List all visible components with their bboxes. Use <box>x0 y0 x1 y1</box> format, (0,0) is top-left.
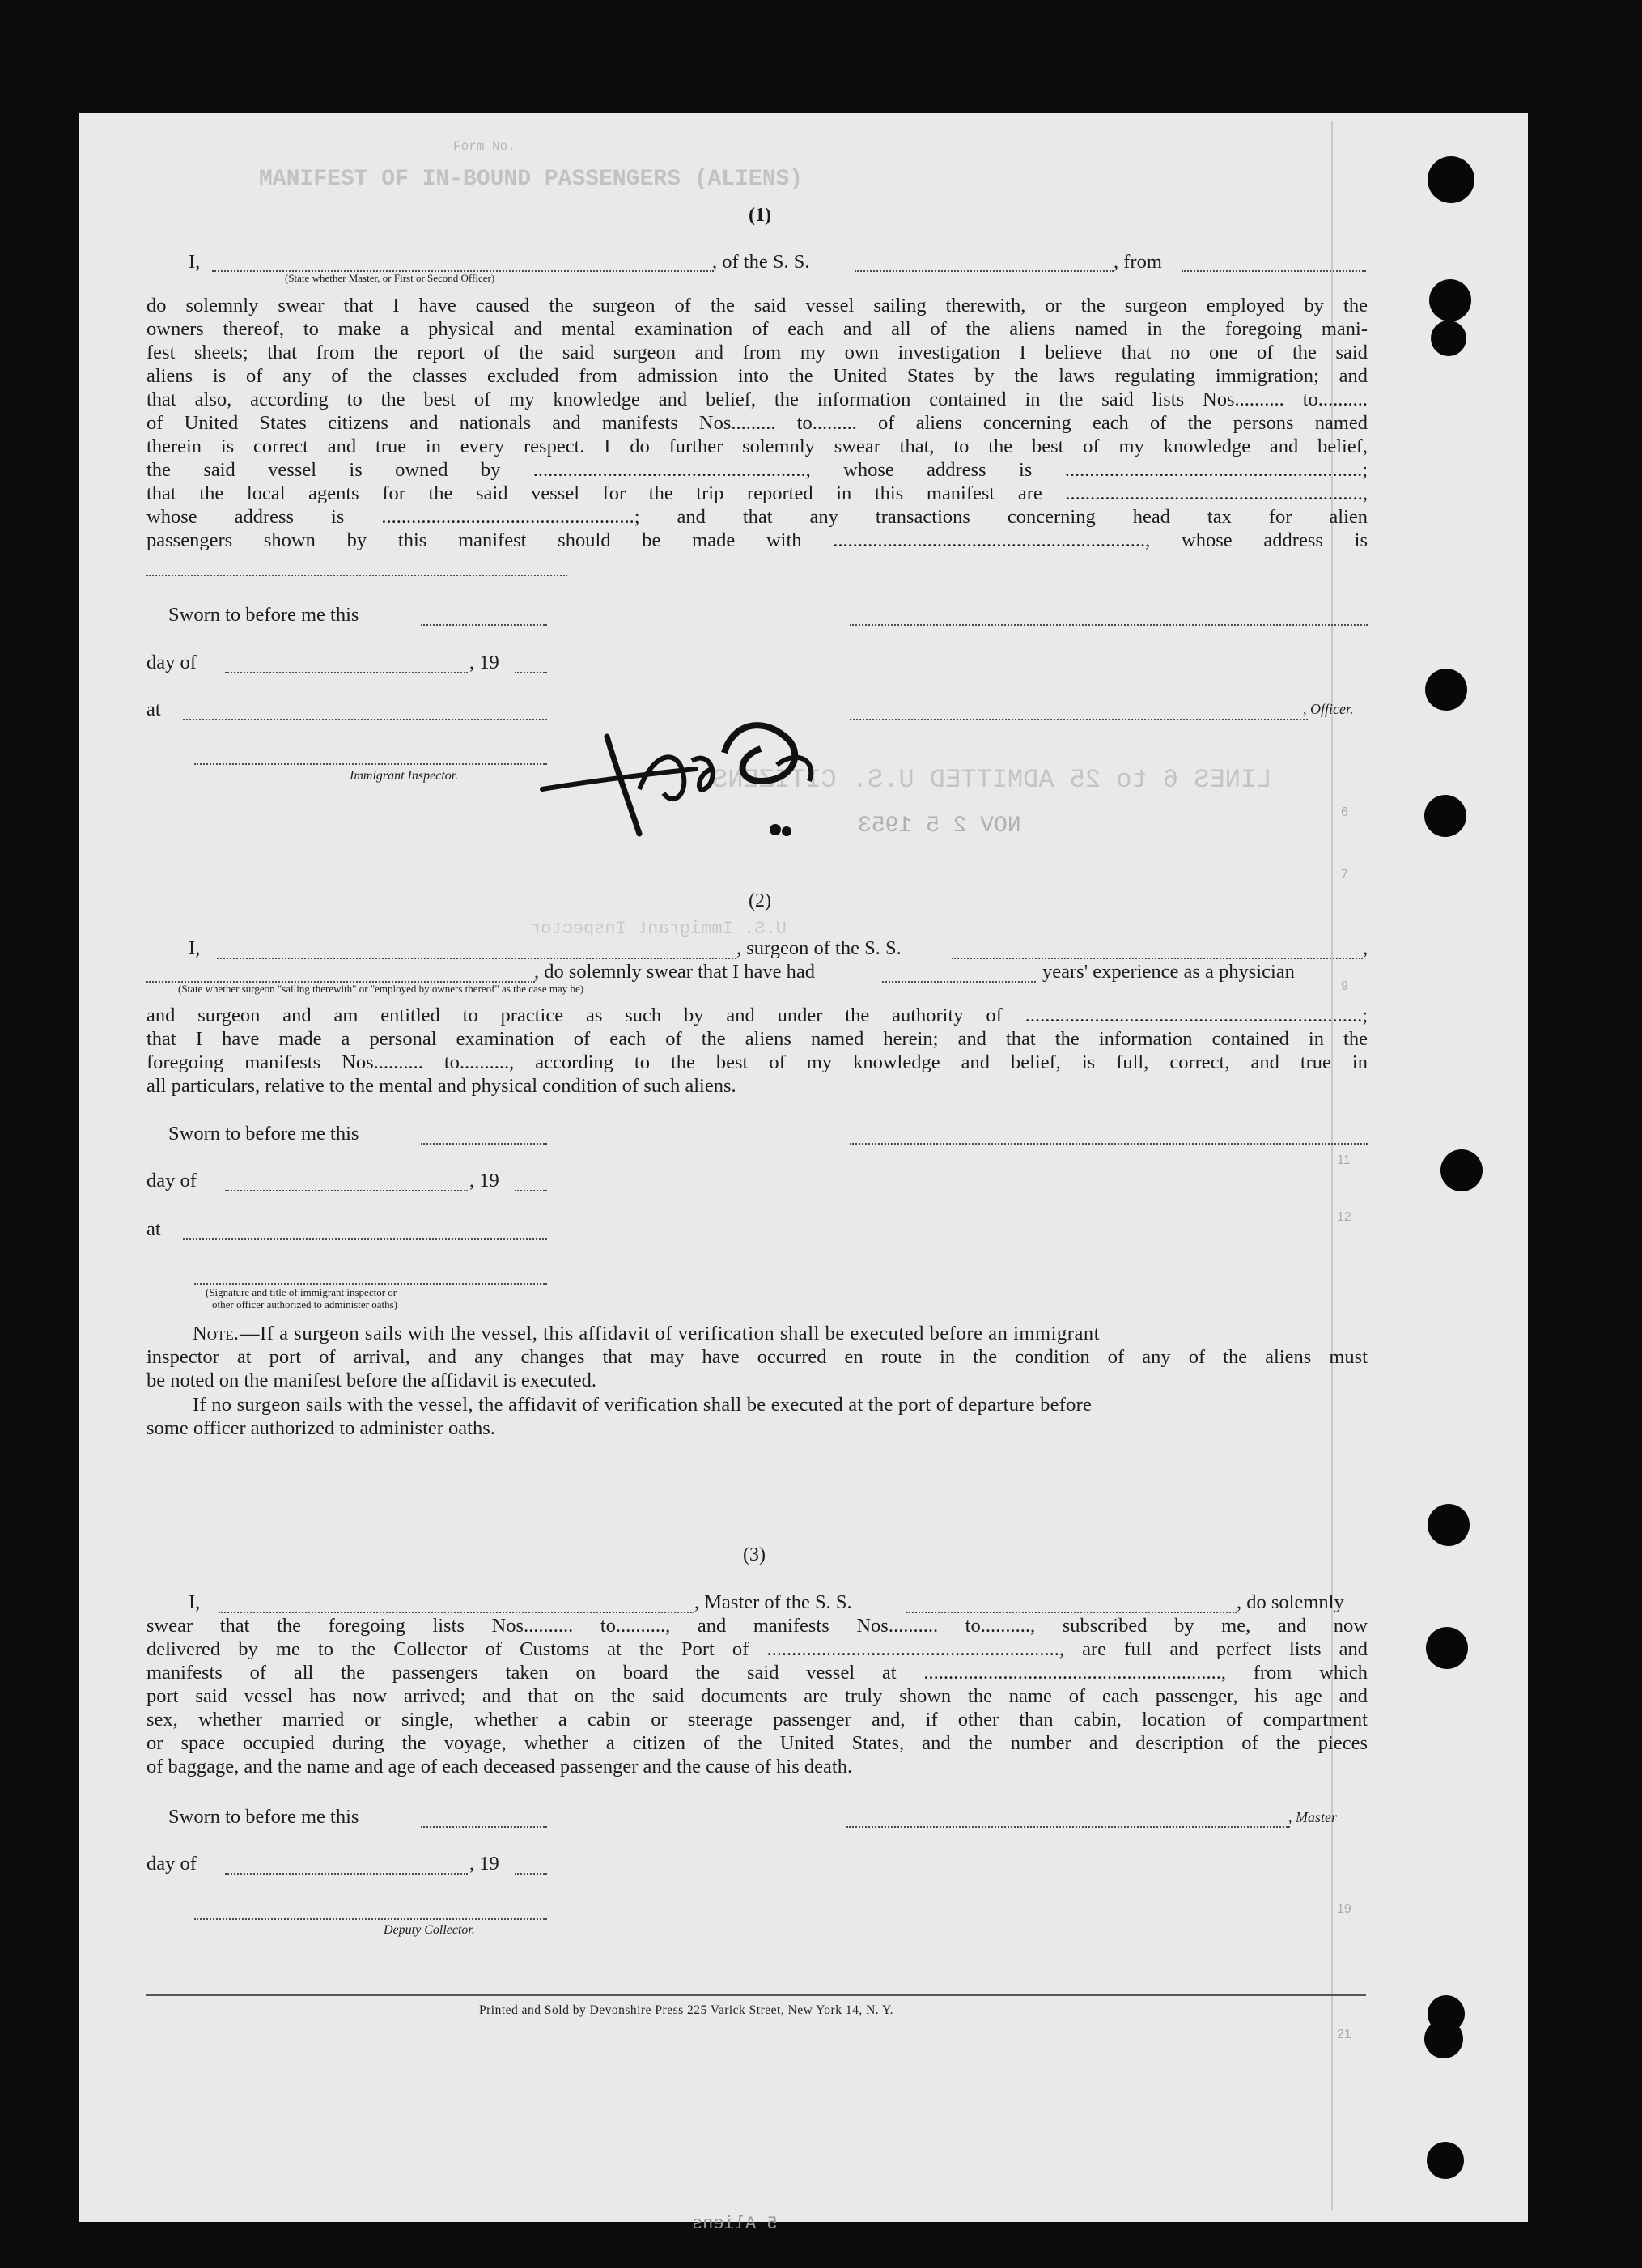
line-number: 19 <box>1337 1902 1351 1916</box>
s2-year-label: , 19 <box>469 1170 499 1191</box>
s1-year-field[interactable] <box>515 672 547 673</box>
s3-year-label: , 19 <box>469 1853 499 1875</box>
s2-surgeon-name-field[interactable] <box>217 958 736 959</box>
line-number: 21 <box>1337 2028 1351 2041</box>
s2-text-line: and surgeon and am entitled to practice as such by and under the authority of ....................................................................; <box>146 1004 1368 1026</box>
s3-collector-field[interactable] <box>194 1918 547 1920</box>
s1-from-label: , from <box>1114 251 1162 273</box>
punch-hole <box>1424 2020 1463 2058</box>
s3-master-signature-field[interactable] <box>846 1826 1290 1828</box>
s1-text-line: passengers shown by this manifest should be made with ..............................................................., whose address is <box>146 529 1368 551</box>
s3-ship-field[interactable] <box>906 1612 1237 1613</box>
s1-day-field[interactable] <box>225 672 468 673</box>
line-number: 9 <box>1341 979 1348 993</box>
inspector-signature <box>518 692 858 854</box>
s3-text-line: delivered by me to the Collector of Customs at the Port of ..........................................................., are full and perfect lists and <box>146 1638 1368 1660</box>
s3-text-line: of baggage, and the name and age of each deceased passenger and the cause of his death. <box>146 1756 853 1777</box>
s3-i-label: I, <box>189 1591 201 1613</box>
s1-text-line: fest sheets; that from the report of the said surgeon and from my own investigation I believe that no one of the said <box>146 342 1368 363</box>
s2-surgeon-signature-field[interactable] <box>850 1143 1368 1145</box>
s2-at-field[interactable] <box>183 1238 547 1240</box>
s3-text-line: sex, whether married or single, whether a cabin or steerage passenger and, if other than cabin, location of compartment <box>146 1709 1368 1731</box>
s2-swear-label: , do solemnly swear that I have had <box>534 961 815 983</box>
s2-years-label: years' experience as a physician <box>1042 961 1295 983</box>
section-1-heading: (1) <box>749 205 771 226</box>
s1-text-line: owners thereof, to make a physical and mental examination of each and all of the aliens named in the foregoing mani- <box>146 318 1368 340</box>
s1-i-label: I, <box>189 251 201 273</box>
s1-sworn-field[interactable] <box>421 624 547 626</box>
s1-officer-note: (State whether Master, or First or Second Officer) <box>285 272 495 284</box>
note-line: be noted on the manifest before the affidavit is executed. <box>146 1370 597 1391</box>
s2-official-signature-field[interactable] <box>194 1283 547 1285</box>
punch-hole <box>1425 669 1467 711</box>
s1-day-label: day of <box>146 652 197 673</box>
form-number: Form No. <box>453 139 516 154</box>
punch-hole <box>1428 1504 1470 1546</box>
note-line: If no surgeon sails with the vessel, the affidavit of verification shall be executed at the port of departure before <box>193 1394 1093 1416</box>
s2-comma: , <box>1363 937 1368 959</box>
s1-sworn-label: Sworn to before me this <box>168 604 359 626</box>
footer-rule <box>146 1994 1366 1996</box>
s1-text-line: the said vessel is owned by ......................................................., whose address is ............................................................; <box>146 459 1368 481</box>
punch-hole <box>1424 795 1466 837</box>
s2-sworn-field[interactable] <box>421 1143 547 1145</box>
s1-text-line: therein is correct and true in every respect. I do further solemnly swear that, to the best of my knowledge and belief, <box>146 435 1368 457</box>
note-line: —If a surgeon sails with the vessel, this affidavit of verification shall be executed before an immigrant <box>240 1323 1101 1344</box>
s3-sworn-label: Sworn to before me this <box>168 1806 359 1828</box>
line-number: 6 <box>1341 805 1348 819</box>
s1-address-field[interactable] <box>146 575 567 576</box>
s1-text-line: that the local agents for the said vessel for the trip reported in this manifest are ............................................................, <box>146 482 1368 504</box>
s2-day-field[interactable] <box>225 1190 468 1191</box>
s2-text-line: foregoing manifests Nos.......... to.........., according to the best of my knowledge and belief, is full, correct, and true in <box>146 1051 1368 1073</box>
s1-text-line: whose address is ...................................................; and that any transactions concerning head tax for alien <box>146 506 1368 528</box>
s1-text-line: do solemnly swear that I have caused the surgeon of the said vessel sailing therewith, or the surgeon employed by the <box>146 295 1368 316</box>
section-2-heading: (2) <box>749 890 771 911</box>
s2-day-label: day of <box>146 1170 197 1191</box>
s1-text-line: aliens is of any of the classes excluded from admission into the United States by the laws regulating immigration; and <box>146 365 1368 387</box>
s1-officer-label: , Officer. <box>1303 701 1354 717</box>
line-number: 11 <box>1337 1153 1351 1167</box>
s1-text-line: that also, according to the best of my knowledge and belief, the information contained in the said lists Nos.......... to.......... <box>146 389 1368 410</box>
inspector-stamp: U.S. Immigrant Inspector <box>530 919 787 939</box>
s2-i-label: I, <box>189 937 201 959</box>
bottom-mark: 5 Aliens <box>692 2214 778 2234</box>
s2-status-note: (State whether surgeon "sailing therewith" or "employed by owners thereof" as the case may be) <box>178 983 584 995</box>
s3-master-label: , Master <box>1288 1809 1337 1825</box>
s1-at-field[interactable] <box>183 719 547 720</box>
s1-at-label: at <box>146 699 161 720</box>
s3-master-name-field[interactable] <box>219 1612 694 1613</box>
s3-text-line: port said vessel has now arrived; and that on the said documents are truly shown the name of each passenger, his age and <box>146 1685 1368 1707</box>
line-number: 12 <box>1337 1210 1351 1224</box>
s1-inspector-label: Immigrant Inspector. <box>350 769 459 783</box>
s1-text-line: of United States citizens and nationals and manifests Nos......... to......... of aliens concerning each of the persons named <box>146 412 1368 434</box>
s2-signature-note: other officer authorized to administer oaths) <box>212 1298 397 1310</box>
s3-swear-label: , do solemnly <box>1237 1591 1344 1613</box>
s1-officer-signature-field[interactable] <box>850 624 1368 626</box>
line-number: 7 <box>1341 868 1348 881</box>
s2-sworn-label: Sworn to before me this <box>168 1123 359 1145</box>
s1-ss-label: , of the S. S. <box>712 251 810 273</box>
s3-day-label: day of <box>146 1853 197 1875</box>
punch-hole <box>1440 1149 1483 1191</box>
punch-hole <box>1428 156 1474 203</box>
s1-officer-field-2[interactable] <box>850 719 1308 720</box>
s2-at-label: at <box>146 1218 161 1240</box>
s2-years-field[interactable] <box>882 981 1036 983</box>
note-line: some officer authorized to administer oaths. <box>146 1417 495 1439</box>
s3-collector-label: Deputy Collector. <box>384 1923 475 1937</box>
s2-signature-note: (Signature and title of immigrant inspector or <box>206 1286 397 1298</box>
s3-master-label: , Master of the S. S. <box>694 1591 852 1613</box>
punch-hole <box>1427 2142 1464 2179</box>
s2-surgeon-label: , surgeon of the S. S. <box>736 937 902 959</box>
s3-text-line: swear that the foregoing lists Nos.......... to.........., and manifests Nos.......... to.........., subscribed by me, and now <box>146 1615 1368 1637</box>
s2-text-line: that I have made a personal examination of each of the aliens named herein; and that the information contained in the <box>146 1028 1368 1050</box>
punch-hole <box>1431 321 1466 356</box>
punch-hole <box>1426 1627 1468 1669</box>
note-label: Note. <box>193 1323 239 1344</box>
s3-sworn-field[interactable] <box>421 1826 547 1828</box>
s3-year-field[interactable] <box>515 1873 547 1875</box>
printer-imprint: Printed and Sold by Devonshire Press 225 Varick Street, New York 14, N. Y. <box>479 2003 894 2017</box>
s2-text-line: all particulars, relative to the mental and physical condition of such aliens. <box>146 1075 736 1097</box>
section-3-heading: (3) <box>743 1544 766 1565</box>
date-stamp: NOV 2 5 1953 <box>858 813 1021 839</box>
s2-year-field[interactable] <box>515 1190 547 1191</box>
manifest-title: MANIFEST OF IN-BOUND PASSENGERS (ALIENS) <box>259 167 804 192</box>
note-line: inspector at port of arrival, and any changes that may have occurred en route in the condition of any of the aliens must <box>146 1346 1368 1368</box>
punch-hole <box>1429 279 1471 321</box>
admitted-stamp: LINES 6 to 25 ADMITTED U.S. CITIZENS <box>712 765 1272 795</box>
s1-ship-field[interactable] <box>855 270 1114 272</box>
s3-day-field[interactable] <box>225 1873 468 1875</box>
s1-from-field[interactable] <box>1182 270 1366 272</box>
s3-text-line: manifests of all the passengers taken on board the said vessel at ............................................................, from which <box>146 1662 1368 1684</box>
s1-year-label: , 19 <box>469 652 499 673</box>
s1-inspector-field[interactable] <box>194 763 547 765</box>
s2-ship-field[interactable] <box>952 958 1363 959</box>
s3-text-line: or space occupied during the voyage, whether a citizen of the United States, and the number and description of the pieces <box>146 1732 1368 1754</box>
